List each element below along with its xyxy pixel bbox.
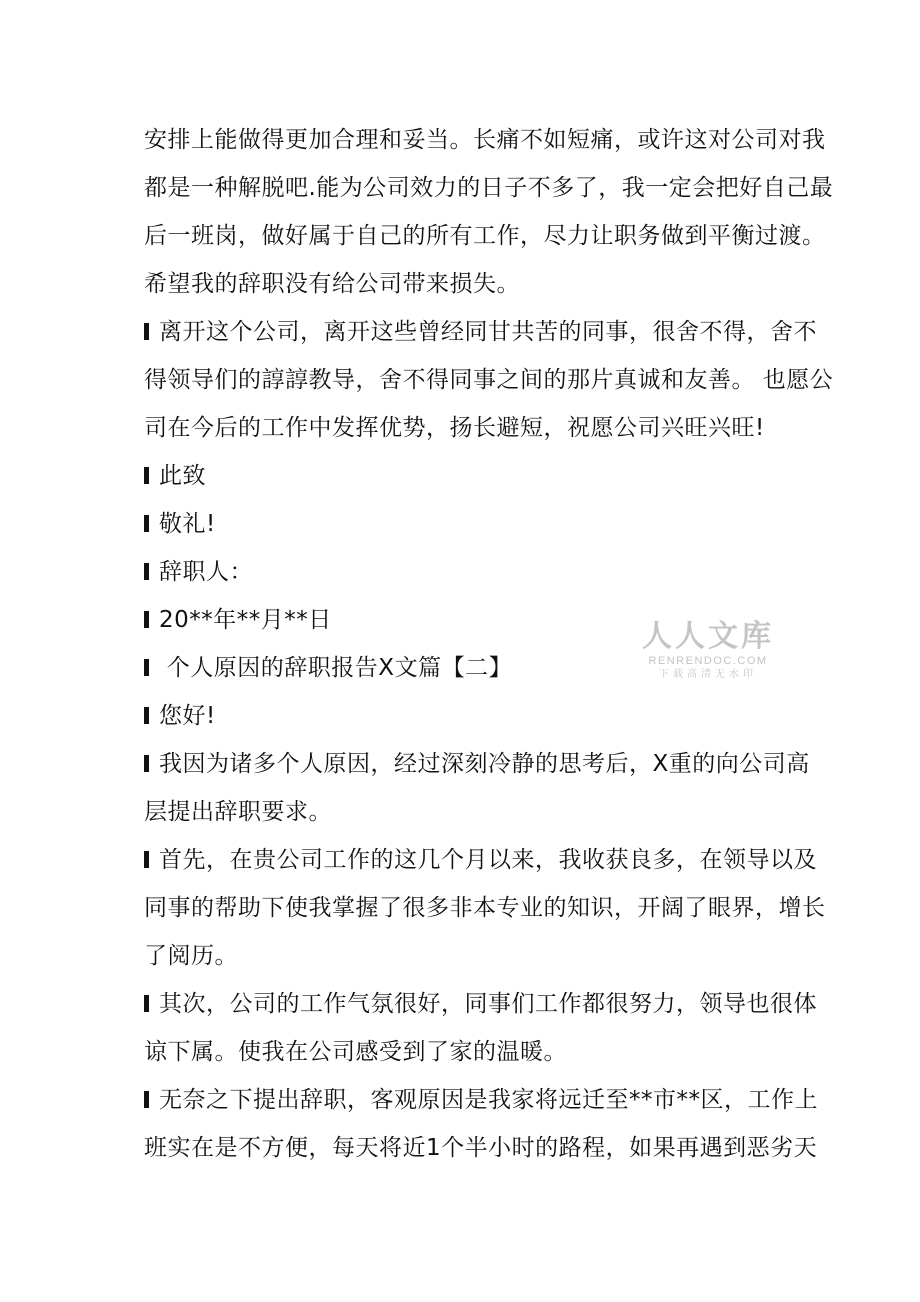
paragraph-marker	[144, 515, 149, 532]
closing-line: 敬礼!	[144, 507, 216, 541]
watermark-logo	[640, 620, 776, 682]
signature-line: 辞职人：	[144, 555, 253, 589]
watermark-title: 人人文库	[642, 619, 774, 654]
paragraph-line: 离开这个公司，离开这些曾经同甘共苦的同事，很舍不得，舍不	[144, 315, 770, 349]
watermark-subtitle: 下载高清无水印	[659, 669, 757, 680]
paragraph-line: 希望我的辞职没有给公司带来损失。	[144, 271, 520, 297]
paragraph-line: 首先，在贵公司工作的这几个月以来，我收获良多，在领导以及	[144, 843, 770, 877]
paragraph-line: 谅下属。使我在公司感受到了家的温暖。	[144, 1039, 567, 1065]
closing-line: 此致	[144, 459, 206, 493]
date-line: 20**年**月**日	[144, 603, 332, 637]
paragraph-line: 班实在是不方便，每天将近1个半小时的路程，如果再遇到恶劣天	[144, 1135, 818, 1161]
paragraph-marker	[144, 659, 149, 676]
paragraph-marker	[144, 995, 149, 1012]
paragraph-line: 司在今后的工作中发挥优势，扬长避短，祝愿公司兴旺兴旺!	[144, 415, 765, 441]
paragraph-marker	[144, 851, 149, 868]
paragraph-marker	[144, 323, 149, 340]
paragraph-marker	[144, 1091, 149, 1108]
salutation-line: 您好!	[144, 699, 216, 733]
paragraph-line: 都是一种解脱吧.能为公司效力的日子不多了，我一定会把好自己最	[144, 175, 834, 201]
paragraph-marker	[144, 467, 149, 484]
paragraph-marker	[144, 707, 149, 724]
paragraph-line: 其次，公司的工作气氛很好，同事们工作都很努力，领导也很体	[144, 987, 770, 1021]
paragraph-line: 安排上能做得更加合理和妥当。长痛不如短痛，或许这对公司对我	[144, 127, 826, 153]
paragraph-marker	[144, 611, 149, 628]
section-heading: 个人原因的辞职报告X文篇【二】	[144, 651, 512, 685]
paragraph-line: 后一班岗，做好属于自己的所有工作，尽力让职务做到平衡过渡。	[144, 223, 826, 249]
paragraph-line: 同事的帮助下使我掌握了很多非本专业的知识，开阔了眼界，增长	[144, 895, 826, 921]
paragraph-marker	[144, 563, 149, 580]
paragraph-line: 得领导们的諄諄教导，舍不得同事之间的那片真诚和友善。 也愿公	[144, 367, 834, 393]
paragraph-marker	[144, 755, 149, 772]
paragraph-line: 了阅历。	[144, 943, 238, 969]
paragraph-line: 我因为诸多个人原因，经过深刻冷静的思考后，X重的向公司高	[144, 747, 770, 781]
watermark-site: RENRENDOC.COM	[648, 655, 768, 667]
paragraph-line: 层提出辞职要求。	[144, 799, 332, 825]
paragraph-line: 无奈之下提出辞职，客观原因是我家将远迁至**市**区，工作上	[144, 1083, 770, 1117]
